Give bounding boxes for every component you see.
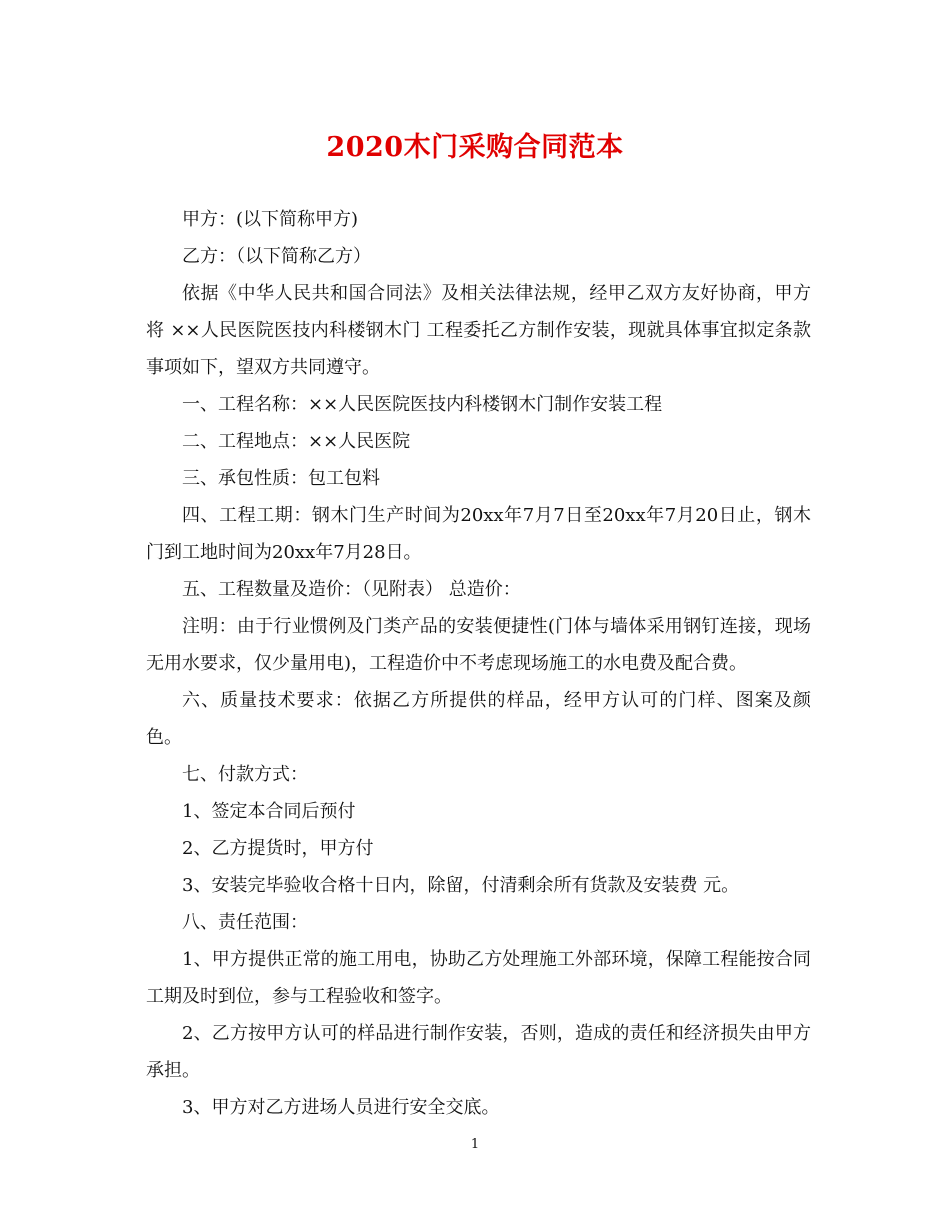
responsibility-item-2: 2、乙方按甲方认可的样品进行制作安装，否则，造成的责任和经济损失由甲方承担。: [146, 1023, 811, 1081]
clause-project-schedule: 四、工程工期：钢木门生产时间为20xx年7月7日至20xx年7月20日止，钢木门到工地时间为20xx年7月28日。: [146, 505, 811, 563]
document-title: 2020木门采购合同范本: [326, 132, 624, 163]
clause-quantity-and-cost: 五、工程数量及造价：（见附表） 总造价：: [182, 579, 521, 600]
preamble-paragraph: 依据《中华人民共和国合同法》及相关法律法规，经甲乙双方友好协商，甲方将 ××人民医院医技内科楼钢木门 工程委托乙方制作安装，现就具体事宜拟定条款事项如下，望双方共同遵守。: [146, 283, 811, 378]
clause-project-name: 一、工程名称：××人民医院医技内科楼钢木门制作安装工程: [182, 394, 663, 415]
clause-responsibility-scope: 八、责任范围：: [182, 912, 308, 933]
clause-quality-requirements: 六、质量技术要求：依据乙方所提供的样品，经甲方认可的门样、图案及颜色。: [146, 690, 811, 748]
payment-item-1: 1、签定本合同后预付: [182, 801, 356, 822]
clause-contract-nature: 三、承包性质：包工包料: [182, 468, 380, 489]
party-b-line: 乙方：（以下简称乙方）: [182, 246, 371, 267]
page-number: 1: [470, 1137, 480, 1152]
clause-project-location: 二、工程地点：××人民医院: [182, 431, 411, 452]
payment-item-3: 3、安装完毕验收合格十日内，除留，付清剩余所有货款及安装费 元。: [182, 875, 740, 896]
responsibility-item-3: 3、甲方对乙方进场人员进行安全交底。: [182, 1097, 500, 1118]
party-a-line: 甲方：(以下简称甲方): [182, 209, 359, 230]
document-body: [146, 201, 811, 1126]
clause-payment-method: 七、付款方式：: [182, 764, 308, 785]
responsibility-item-1: 1、甲方提供正常的施工用电，协助乙方处理施工外部环境，保障工程能按合同工期及时到位，参与工程验收和签字。: [146, 949, 811, 1007]
payment-item-2: 2、乙方提货时，甲方付: [182, 838, 374, 859]
clause-note: 注明：由于行业惯例及门类产品的安装便捷性(门体与墙体采用钢钉连接，现场无用水要求，仅少量用电)，工程造价中不考虑现场施工的水电费及配合费。: [146, 616, 811, 674]
